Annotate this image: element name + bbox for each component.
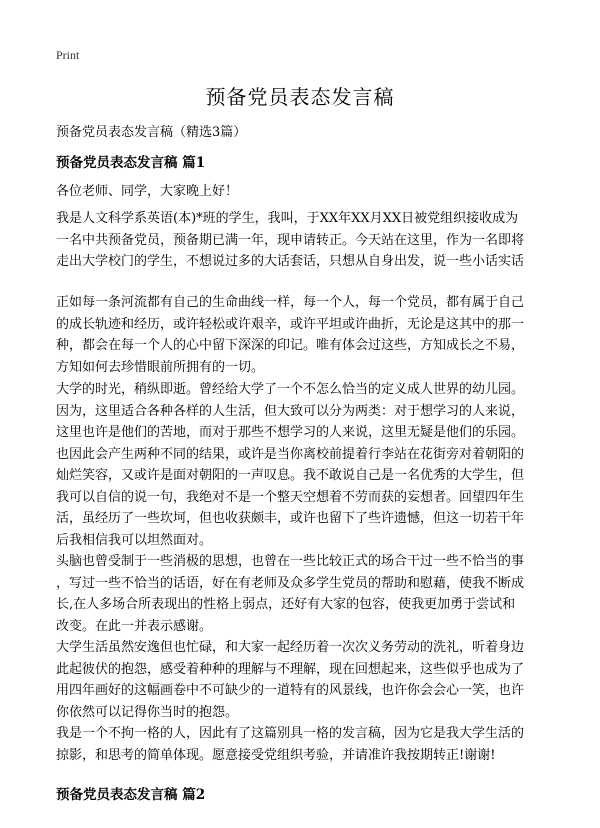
paragraph-line: 方知如何去珍惜眼前所拥有的一切。	[56, 359, 265, 375]
greeting: 各位老师、同学，大家晚上好！	[56, 184, 239, 199]
page-title: 预备党员表态发言稿	[205, 85, 395, 109]
section-heading-1: 预备党员表态发言稿 篇1	[56, 155, 206, 171]
paragraph-line: 种，都会在每一个人的心中留下深深的印记。唯有体会过这些，方知成长之不易，	[56, 338, 525, 353]
paragraph-5	[56, 637, 550, 723]
paragraph-1	[56, 208, 550, 273]
paragraph-line: 头脑也曾受制于一些消极的思想，也曾在一些比较正式的场合干过一些不恰当的事	[56, 554, 525, 569]
print-link[interactable]: Print	[56, 48, 80, 62]
paragraph-line: 长,在人多场合所表现出的性格上弱点，还好有大家的包容，使我更加勇于尝试和	[56, 597, 516, 612]
paragraph-line: 后我相信我可以坦然面对。	[56, 532, 213, 548]
paragraph-line: 此起彼伏的抱怨，感受着种种的理解与不理解，现在回想起来，这些似乎也成为了	[56, 661, 525, 677]
paragraph-line: 活，虽经历了一些坎坷，但也收获颇丰，或许也留下了些许遗憾，但这一切若干年	[56, 511, 525, 526]
paragraph-line: 我是人文科学系英语(本)*班的学生，我叫，于XX年XX月XX日被党组织接收成为	[56, 211, 519, 226]
paragraph-line: ，写过一些不恰当的话语，好在有老师及众多学生党员的帮助和慰藉，使我不断成	[56, 575, 525, 591]
paragraph-line: 也因此会产生两种不同的结果，或许是当你离校前提着行李站在花街旁对着朝阳的	[56, 446, 525, 462]
paragraph-line: 你依然可以记得你当时的抱怨。	[56, 704, 239, 720]
paragraph-6	[56, 723, 550, 766]
paragraph-line: 灿烂笑容，又或许是面对朝阳的一声叹息。我不敢说自己是一名优秀的大学生，但	[56, 468, 525, 483]
paragraph-line: 正如每一条河流都有自己的生命曲线一样，每一个人，每一个党员，都有属于自己	[56, 295, 525, 310]
paragraph-4	[56, 551, 550, 637]
paragraph-line: 走出大学校门的学生，不想说过多的大话套话，只想从自身出发，说一些小话实话	[56, 254, 525, 269]
paragraph-3	[56, 379, 550, 551]
paragraph-2	[56, 292, 550, 378]
paragraph-line: 大学的时光，稍纵即逝。曾经给大学了一个不怎么恰当的定义成人世界的幼儿园。	[56, 382, 525, 397]
paragraph-line: 用四年画好的这幅画卷中不可缺少的一道特有的风景线，也许你会会心一笑，也许	[56, 683, 525, 698]
paragraph-line: 大学生活虽然安逸但也忙碌，和大家一起经历着一次次义务劳动的洗礼，听着身边	[56, 640, 525, 655]
paragraph-line: 这里也许是他们的苦地，而对于那些不想学习的人来说，这里无疑是他们的乐园。	[56, 425, 525, 440]
paragraph-line: 我是一个不拘一格的人，因此有了这篇别具一格的发言稿，因为它是我大学生活的	[56, 726, 525, 741]
paragraph-line: 改变。在此一并表示感谢。	[56, 618, 213, 634]
section-heading-2: 预备党员表态发言稿 篇2	[56, 787, 206, 803]
paragraph-line: 因为，这里适合各种各样的人生活，但大致可以分为两类：对于想学习的人来说，	[56, 403, 525, 419]
paragraph-line: 一名中共预备党员，预备期已满一年，现申请转正。今天站在这里，作为一名即将	[56, 232, 525, 248]
document-subtitle: 预备党员表态发言稿（精选3篇）	[56, 125, 247, 140]
paragraph-line: 掠影，和思考的简单体现。愿意接受党组织考验，并请准许我按期转正!谢谢!	[56, 747, 496, 763]
paragraph-line: 的成长轨迹和经历，或许轻松或许艰辛，或许平坦或许曲折，无论是这其中的那一	[56, 316, 525, 332]
paragraph-line: 我可以自信的说一句，我绝对不是一个整天空想着不劳而获的妄想者。回望四年生	[56, 489, 525, 505]
